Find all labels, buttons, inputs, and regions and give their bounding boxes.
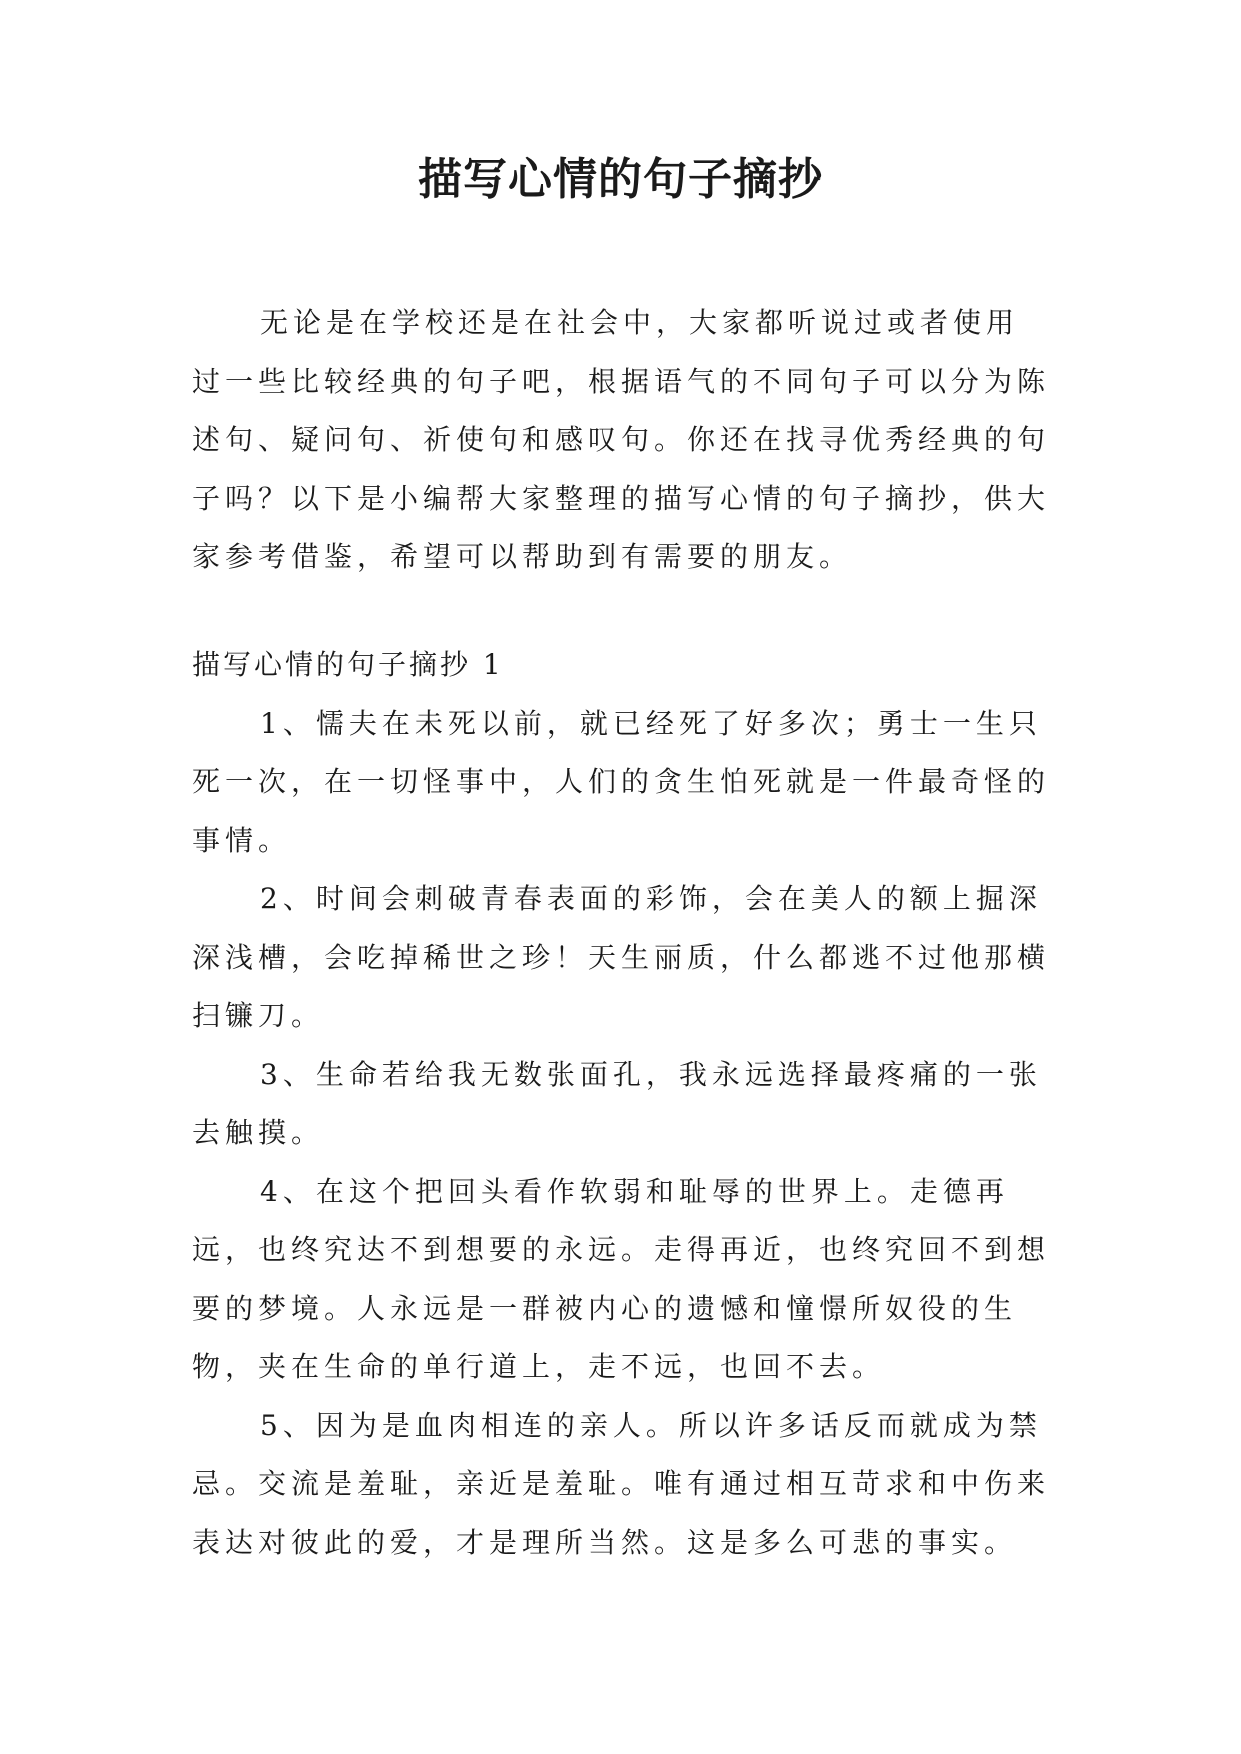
quote-item-2: 2、时间会刺破青春表面的彩饰，会在美人的额上掘深深浅槽，会吃掉稀世之珍！天生丽质，什么都逃不过他那横扫镰刀。 bbox=[192, 882, 1051, 1032]
quote-item-3: 3、生命若给我无数张面孔，我永远选择最疼痛的一张去触摸。 bbox=[192, 1057, 1042, 1149]
document-title: 描写心情的句子摘抄 bbox=[418, 154, 823, 205]
quote-item-4: 4、在这个把回头看作软弱和耻辱的世界上。走德再远，也终究达不到想要的永远。走得再近，也终究回不到想要的梦境。人永远是一群被内心的遗憾和憧憬所奴役的生物，夹在生命的单行道上，走不远，也回不去。 bbox=[192, 1174, 1051, 1383]
intro-paragraph: 无论是在学校还是在社会中，大家都听说过或者使用过一些比较经典的句子吧，根据语气的不同句子可以分为陈述句、疑问句、祈使句和感叹句。你还在找寻优秀经典的句子吗？以下是小编帮大家整理的描写心情的句子摘抄，供大家参考借鉴，希望可以帮助到有需要的朋友。 bbox=[192, 306, 1051, 573]
section-heading: 描写心情的句子摘抄 1 bbox=[192, 648, 504, 681]
section-block bbox=[192, 636, 1050, 1572]
quote-item-1: 1、懦夫在未死以前，就已经死了好多次；勇士一生只死一次，在一切怪事中，人们的贪生怕死就是一件最奇怪的事情。 bbox=[192, 706, 1051, 857]
quote-item-5: 5、因为是血肉相连的亲人。所以许多话反而就成为禁忌。交流是羞耻，亲近是羞耻。唯有通过相互苛求和中伤来表达对彼此的爱，才是理所当然。这是多么可悲的事实。 bbox=[192, 1408, 1051, 1559]
intro-block bbox=[192, 294, 1050, 587]
